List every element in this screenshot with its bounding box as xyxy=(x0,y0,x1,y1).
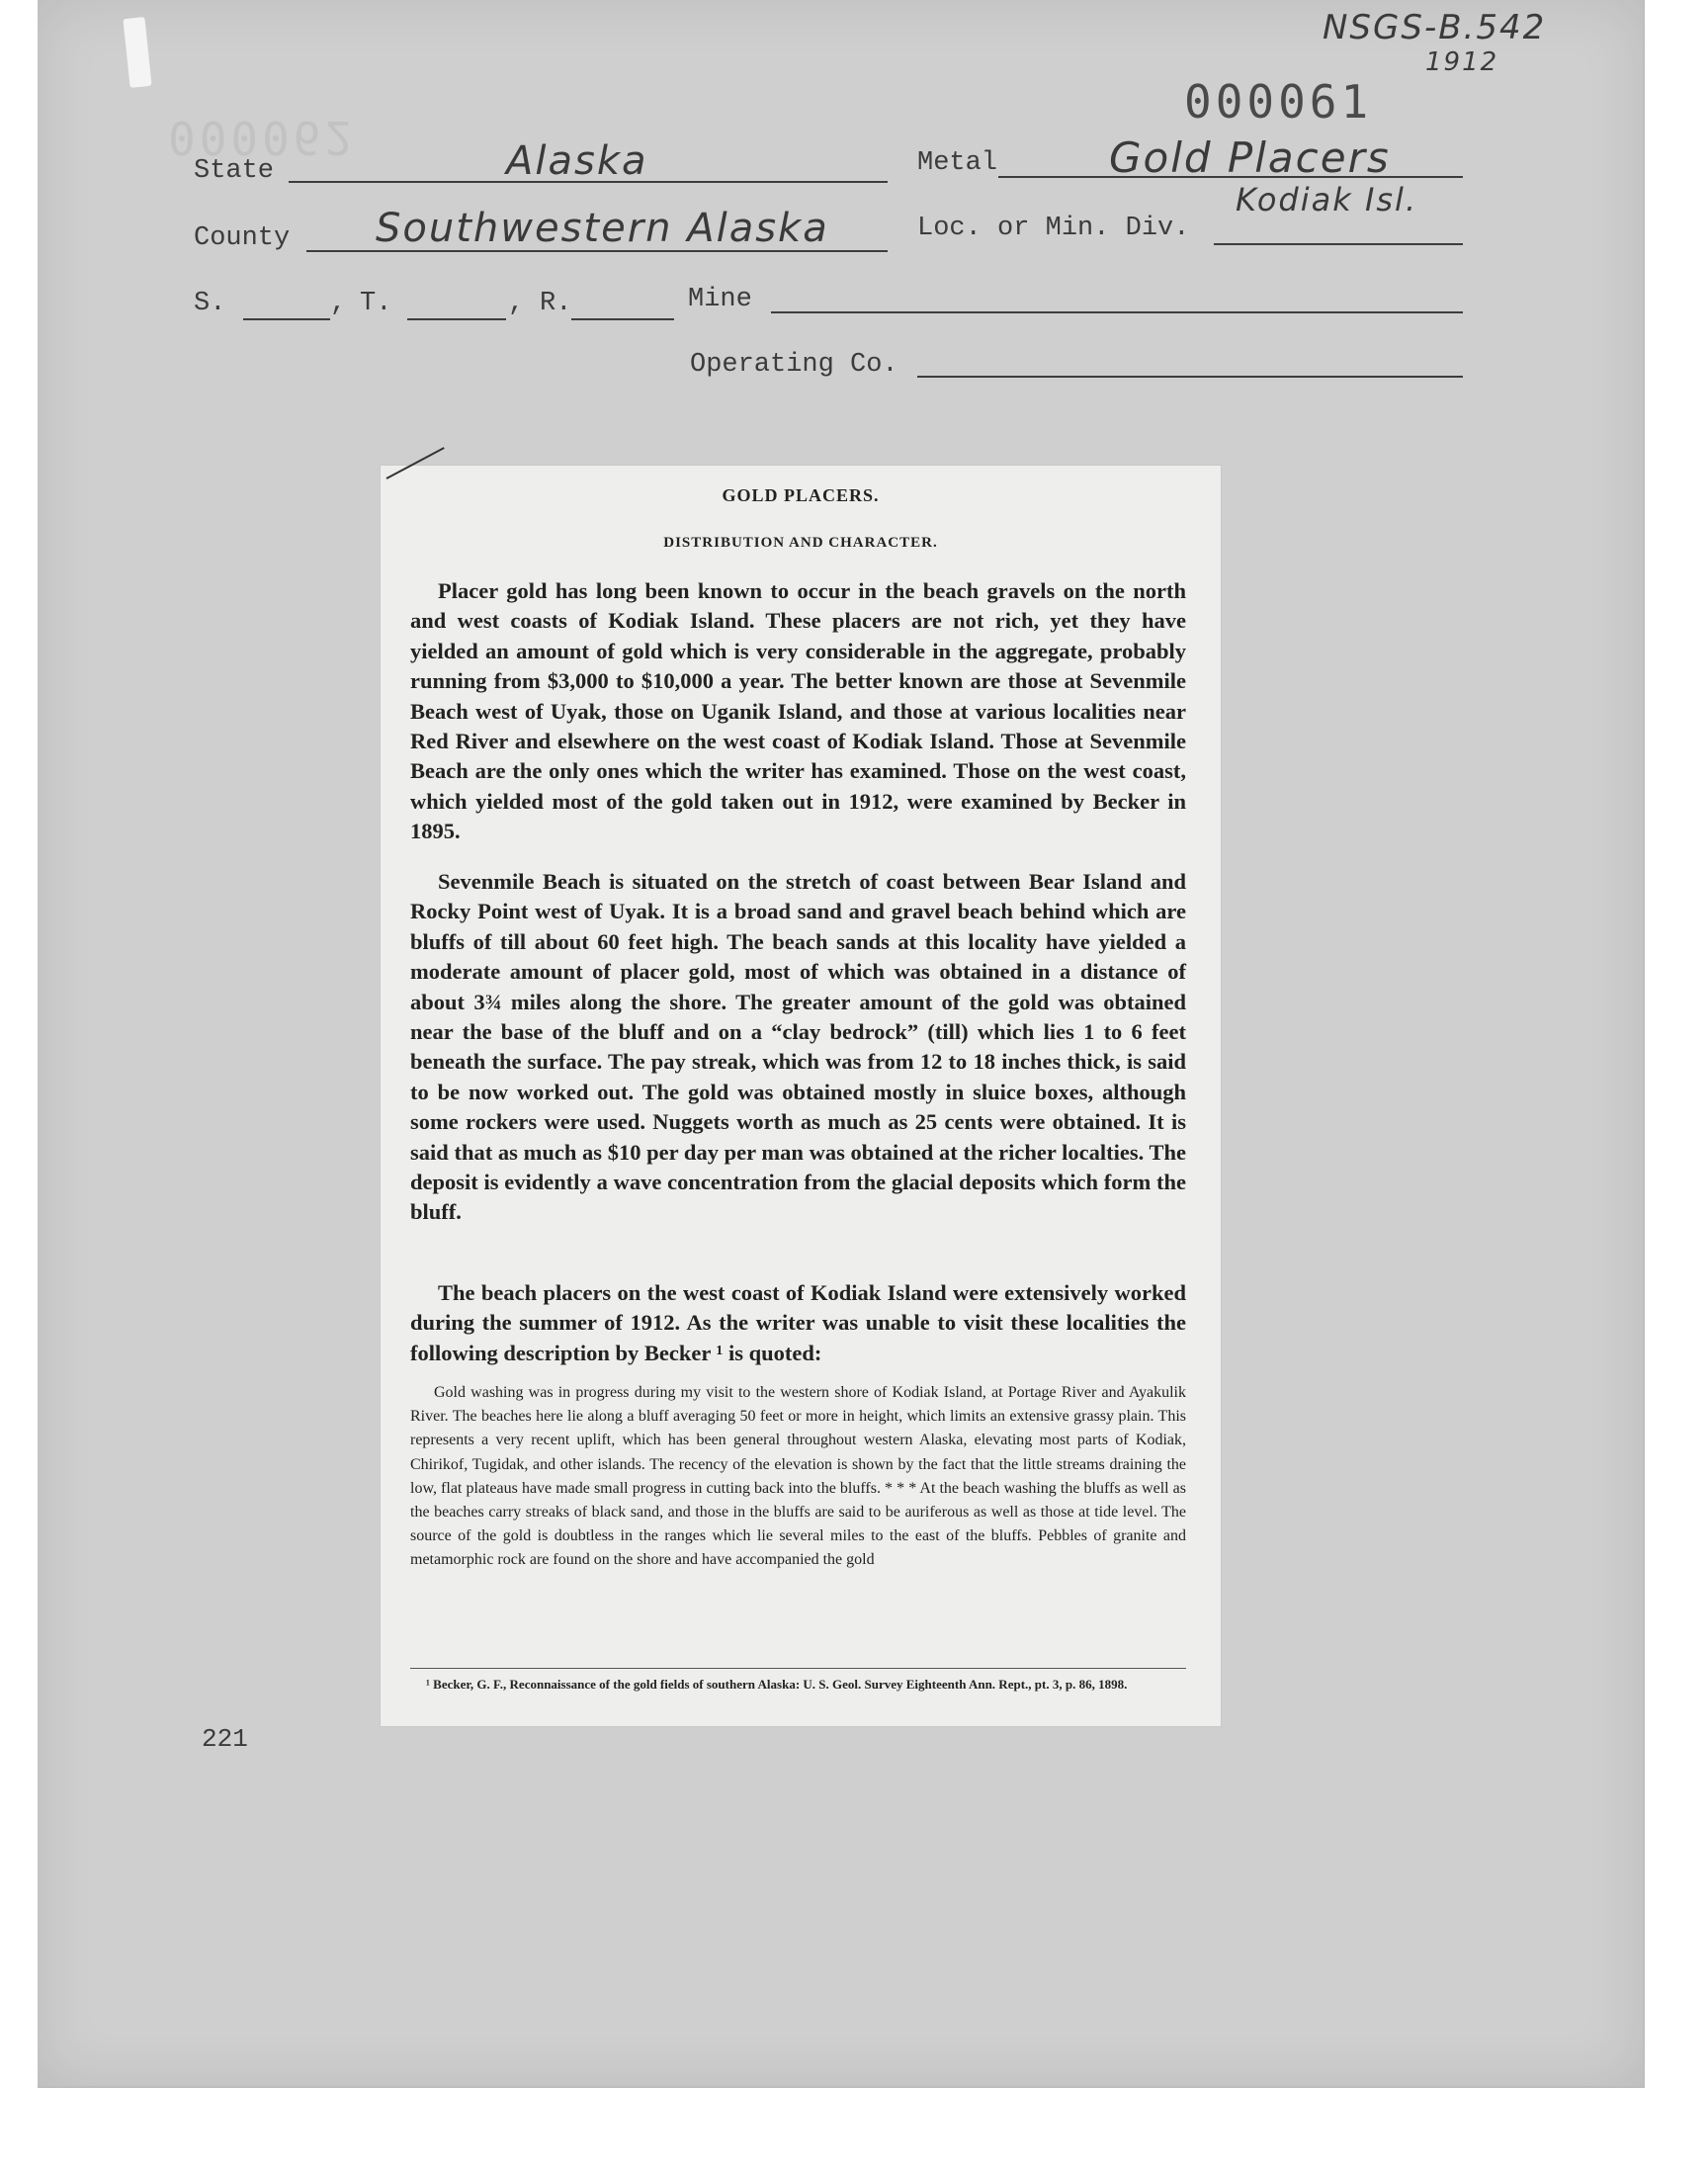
becker-quote: Gold washing was in progress during my visit to the western shore of Kodiak Island, at Portage River and Ayakulik River. The beaches here lie along a bluff averaging 50 feet or more in height, which limits an extensive grassy plain. This represents a very recent uplift, which has been general throughout western Alaska, elevating most parts of Kodiak, Chirikof, Tugidak, and other islands. The recency of the elevation is shown by the fact that the little streams draining the low, flat plateaus have made small progress in cutting back into the bluffs. * * * At the beach washing the bluffs as well as the beaches carry streaks of black sand, and those in the bluffs are said to be auriferous as well as those at tide level. The source of the gold is doubtless in the ranges which lie several miles to the east of the bluffs. Pebbles of granite and metamorphic rock are found on the shore and have accompanied the gold xyxy=(410,1384,1186,1569)
article-subtitle: DISTRIBUTION AND CHARACTER. xyxy=(663,535,938,551)
stamp-ghost: 000062 xyxy=(168,111,357,164)
paragraph-3: The beach placers on the west coast of Kodiak Island were extensively worked during the summer of 1912. As the writer was unable to visit these localities the following description by Becker ¹ is quoted: xyxy=(410,1280,1186,1365)
article-title: GOLD PLACERS. xyxy=(722,485,880,505)
footnote-rule xyxy=(410,1668,1186,1669)
handwritten-reference: NSGS-B.542 xyxy=(1323,8,1547,47)
t-comma: , xyxy=(508,289,525,318)
stamp-number: 000061 xyxy=(1184,75,1373,129)
t-line xyxy=(407,318,506,320)
loc-value: Kodiak Isl. xyxy=(1236,181,1418,218)
loc-line xyxy=(1214,243,1463,245)
paragraph-1: Placer gold has long been known to occur in the beach gravels on the north and west coasts of Kodiak Island. These placers are not rich, yet they have yielded an amount of gold which is very considerable in the aggregate, probably running from $3,000 to $10,000 a year. The better known are those at Sevenmile Beach west of Uyak, those on Uganik Island, and those at various localities near Red River and elsewhere on the west coast of Kodiak Island. Those at Sevenmile Beach are the only ones which the writer has examined. Those on the west coast, which yielded most of the gold taken out in 1912, were examined by Becker in 1895. xyxy=(410,578,1186,844)
handwritten-year: 1912 xyxy=(1425,47,1499,77)
metal-value: Gold Placers xyxy=(1109,133,1391,182)
loc-label: Loc. or Min. Div. xyxy=(917,214,1190,243)
mine-line xyxy=(771,311,1463,313)
paragraph-2: Sevenmile Beach is situated on the stretch of coast between Bear Island and Rocky Point west of Uyak. It is a broad sand and gravel beach behind which are bluffs of till about 60 feet high. The beach sands at this locality have yielded a moderate amount of placer gold, most of which was obtained in a distance of about 3¾ miles along the shore. The greater amount of the gold was obtained near the base of the bluff and on a “clay bedrock” (till) which lies 1 to 6 feet beneath the surface. The pay streak, which was from 12 to 18 inches thick, is said to be now worked out. The gold was obtained mostly in sluice boxes, although some rockers were used. Nuggets worth as much as 25 cents were obtained. It is said that as much as $10 per day per man was obtained at the richer localties. The deposit is evidently a wave concentration from the glacial deposits which form the bluff. xyxy=(410,869,1186,1225)
r-line xyxy=(571,318,674,320)
state-label: State xyxy=(194,156,275,186)
t-label: T. xyxy=(360,289,392,318)
county-label: County xyxy=(194,223,291,253)
operating-label: Operating Co. xyxy=(690,350,898,380)
mine-label: Mine xyxy=(688,285,752,314)
s-comma: , xyxy=(330,289,347,318)
article-clipping xyxy=(380,465,1222,1727)
s-line xyxy=(243,318,330,320)
county-value: Southwestern Alaska xyxy=(376,206,829,251)
metal-label: Metal xyxy=(917,148,998,178)
s-label: S. xyxy=(194,289,226,318)
state-value: Alaska xyxy=(506,138,648,184)
operating-line xyxy=(917,376,1463,378)
footnote: ¹ Becker, G. F., Reconnaissance of the gold fields of southern Alaska: U. S. Geol. Survey Eighteenth Ann. Rept., pt. 3, p. 86, 1898. xyxy=(426,1677,1128,1692)
page-number: 221 xyxy=(202,1724,248,1754)
r-label: R. xyxy=(540,289,572,318)
